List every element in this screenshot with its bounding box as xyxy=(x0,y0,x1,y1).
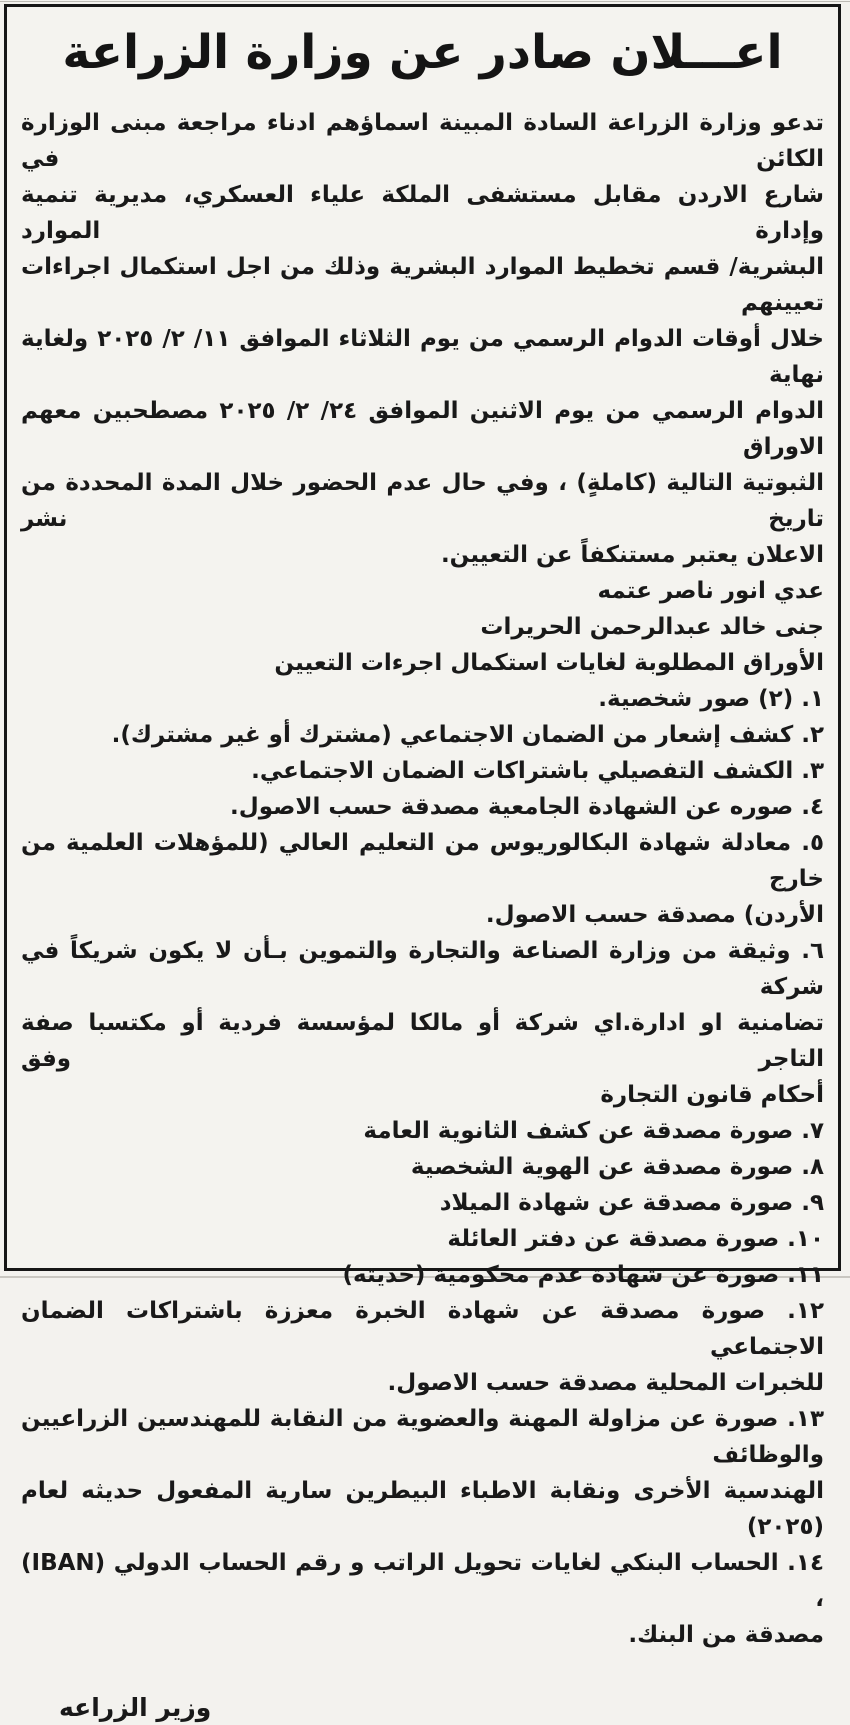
intro-line-6: الثبوتية التالية (كاملةٍ) ، وفي حال عدم الحضور خلال المدة المحددة من تاريخ نشر xyxy=(21,470,824,532)
doc-item-6-line-2: تضامنية او ادارة.اي شركة أو مالكا لمؤسسة فردية أو مكتسبا صفة التاجر وفق xyxy=(21,1010,824,1072)
announcement-body xyxy=(21,105,824,1653)
clipping-top-rule xyxy=(0,1,850,2)
applicant-name-1: عدي انور ناصر عتمه xyxy=(597,578,824,604)
doc-item-2: ٢. كشف إشعار من الضمان الاجتماعي (مشترك أو غير مشترك). xyxy=(111,722,824,748)
intro-line-5: الدوام الرسمي من يوم الاثنين الموافق ٢٤/ ٢/ ٢٠٢٥ مصطحبين معهم الاوراق xyxy=(21,398,824,460)
signature-minister: وزير الزراعه xyxy=(59,1693,212,1722)
doc-item-12-line-1: ١٢. صورة مصدقة عن شهادة الخبرة معززة باشتراكات الضمان الاجتماعي xyxy=(21,1298,824,1360)
doc-item-8: ٨. صورة مصدقة عن الهوية الشخصية xyxy=(410,1154,824,1180)
doc-item-14-line-2: مصدقة من البنك. xyxy=(628,1622,824,1648)
doc-item-6-line-1: ٦. وثيقة من وزارة الصناعة والتجارة والتموين بـأن لا يكون شريكاً في شركة xyxy=(21,938,824,1000)
doc-item-7: ٧. صورة مصدقة عن كشف الثانوية العامة xyxy=(363,1118,824,1144)
doc-item-13-line-2: الهندسية الأخرى ونقابة الاطباء البيطرين سارية المفعول حديثه لعام (٢٠٢٥) xyxy=(21,1478,824,1540)
doc-item-9: ٩. صورة مصدقة عن شهادة الميلاد xyxy=(439,1190,824,1216)
doc-item-5-line-2: الأردن) مصدقة حسب الاصول. xyxy=(485,902,824,928)
announcement-frame xyxy=(4,4,841,1722)
doc-item-14-line-1: ١٤. الحساب البنكي لغايات تحويل الراتب و رقم الحساب الدولي (IBAN) ، xyxy=(21,1550,824,1612)
doc-item-6-line-3: أحكام قانون التجارة xyxy=(600,1082,824,1108)
intro-line-1: تدعو وزارة الزراعة السادة المبينة اسماؤهم ادناء مراجعة مبنى الوزارة الكائن في xyxy=(21,110,824,172)
intro-line-7: الاعلان يعتبر مستنكفاً عن التعيين. xyxy=(440,542,824,568)
doc-item-13-line-1: ١٣. صورة عن مزاولة المهنة والعضوية من النقابة للمهندسين الزراعيين والوظائف xyxy=(21,1406,824,1468)
doc-item-4: ٤. صوره عن الشهادة الجامعية مصدقة حسب الاصول. xyxy=(230,794,824,820)
doc-item-5-line-1: ٥. معادلة شهادة البكالوريوس من التعليم العالي (للمؤهلات العلمية من خارج xyxy=(21,830,824,892)
doc-item-10: ١٠. صورة مصدقة عن دفتر العائلة xyxy=(447,1226,824,1252)
doc-item-3: ٣. الكشف التفصيلي باشتراكات الضمان الاجتماعي. xyxy=(251,758,824,784)
doc-item-12-line-2: للخبرات المحلية مصدقة حسب الاصول. xyxy=(387,1370,824,1396)
doc-item-1: ١. (٢) صور شخصية. xyxy=(598,686,824,712)
intro-line-2: شارع الاردن مقابل مستشفى الملكة علياء العسكري، مديرية تنمية وإدارة الموارد xyxy=(21,182,824,244)
doc-item-11: ١١. صورة عن شهادة عدم محكومية (حديثه) xyxy=(342,1262,824,1288)
applicant-name-2: جنى خالد عبدالرحمن الحريرات xyxy=(480,614,824,640)
required-docs-header: الأوراق المطلوبة لغايات استكمال اجرءات التعيين xyxy=(274,650,824,676)
intro-line-3: البشرية/ قسم تخطيط الموارد البشرية وذلك من اجل استكمال اجراءات تعيينهم xyxy=(21,254,824,316)
announcement-title: اعـــلان صادر عن وزارة الزراعة xyxy=(62,25,783,80)
intro-line-4: خلال أوقات الدوام الرسمي من يوم الثلاثاء الموافق ١١/ ٢/ ٢٠٢٥ ولغاية نهاية xyxy=(21,326,824,388)
